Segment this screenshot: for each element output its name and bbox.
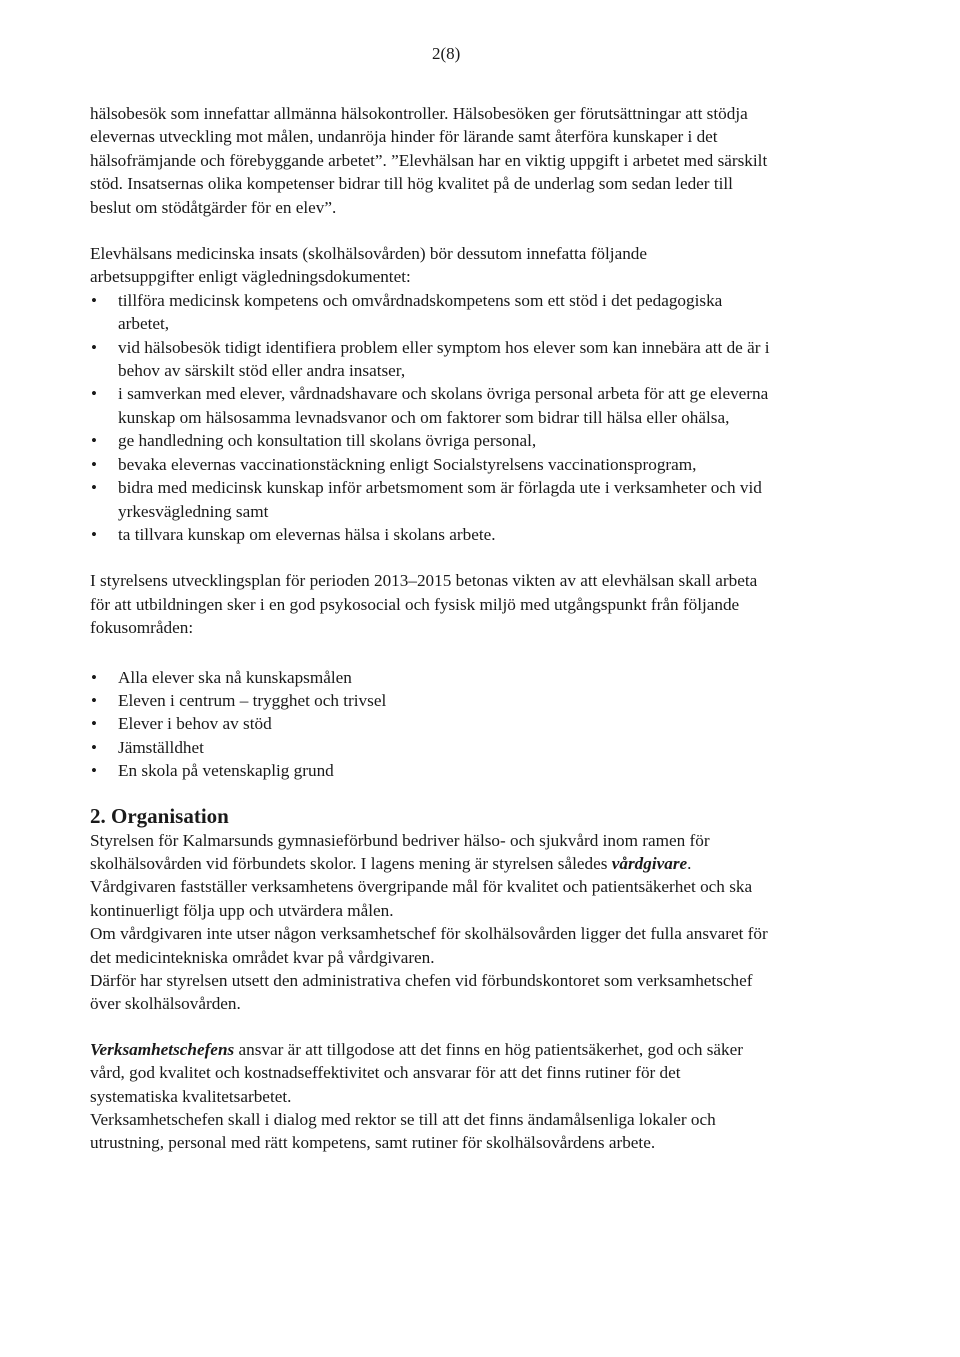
- intro-paragraph: hälsobesök som innefattar allmänna hälsokontroller. Hälsobesöken ger förutsättningar att stödja elevernas utveckling mot målen, undanröja hinder för lärande samt återföra kunskaper i det hälsofrämjande och förebyggande arbetet”. ”Elevhälsan har en viktig uppgift i arbetet med särskilt stöd. Insatsernas olika kompetenser bidrar till hög kvalitet på de underlag som sedan leder till beslut om stödåtgärder för en elev”.: [90, 104, 768, 217]
- list-item: • Elever i behov av stöd: [90, 712, 770, 735]
- list-item: • vid hälsobesök tidigt identifiera problem eller symptom hos elever som kan innebära att de är i behov av särskilt stöd eller andra insatser,: [90, 336, 770, 383]
- organisation-text: Styrelsen för Kalmarsunds gymnasieförbund bedriver hälso- och sjukvård inom ramen för skolhälsovården vid förbundets skolor. I lagens mening är styrelsen således: [90, 830, 710, 873]
- organisation-paragraph-6: Verksamhetschefen skall i dialog med rektor se till att det finns ändamålsenliga lokaler och utrustning, personal med rätt kompetens, samt rutiner för skolhälsovårdens arbete.: [90, 1110, 716, 1153]
- list-item: • tillföra medicinsk kompetens och omvårdnadskompetens som ett stöd i det pedagogiska arbetet,: [90, 289, 770, 336]
- development-plan-paragraph: I styrelsens utvecklingsplan för perioden 2013–2015 betonas vikten av att elevhälsan skall arbeta för att utbildningen sker i en god psykosocial och fysisk miljö med utgångspunkt från följande fokusområden:: [90, 571, 758, 638]
- medical-intro-line-1: Elevhälsans medicinska insats (skolhälsovården) bör dessutom innefatta följande: [90, 244, 648, 264]
- list-item: • ge handledning och konsultation till skolans övriga personal,: [90, 429, 770, 452]
- spacer: [90, 1016, 770, 1038]
- list-item: • En skola på vetenskaplig grund: [90, 759, 770, 782]
- medical-intro-line-2: arbetsuppgifter enligt vägledningsdokumentet:: [90, 267, 411, 287]
- list-item: • Alla elever ska nå kunskapsmålen: [90, 666, 770, 689]
- sentence-end: .: [687, 853, 692, 873]
- organisation-paragraph-3: Om vårdgivaren inte utser någon verksamhetschef för skolhälsovården ligger det fulla ansvaret för det medicintekniska området kvar på vårdgivaren.: [90, 924, 768, 967]
- focus-area-list: [90, 666, 770, 783]
- spacer: [90, 640, 770, 662]
- care-provider-term: vårdgivare: [611, 853, 688, 873]
- organisation-paragraph-5: [90, 1038, 770, 1108]
- organisation-paragraph-4: Därför har styrelsen utsett den administrativa chefen vid förbundskontoret som verksamhetschef över skolhälsovården.: [90, 971, 753, 1014]
- page-number: 2(8): [432, 44, 461, 63]
- list-item: • bidra med medicinsk kunskap inför arbetsmoment som är förlagda ute i verksamheter och vid yrkesvägledning samt: [90, 476, 770, 523]
- medical-task-list: [90, 289, 770, 546]
- list-item: • Eleven i centrum – trygghet och trivsel: [90, 689, 770, 712]
- list-item: • Jämställdhet: [90, 736, 770, 759]
- organisation-paragraph-2: Vårdgivaren fastställer verksamhetens övergripande mål för kvalitet och patientsäkerhet och ska kontinuerligt följa upp och utvärdera målen.: [90, 877, 753, 920]
- operations-manager-term: Verksamhetschefens: [90, 1039, 235, 1059]
- list-item: • i samverkan med elever, vårdnadshavare och skolans övriga personal arbeta för att ge eleverna kunskap om hälsosamma levnadsvanor och om faktorer som bidrar till hälsa eller ohälsa,: [90, 382, 770, 429]
- organisation-paragraph-1: [90, 829, 770, 876]
- responsibility-text: ansvar är att tillgodose att det finns en hög patientsäkerhet, god och säker vård, god kvalitet och kostnadseffektivitet och ansvarar för att det finns rutiner för det systematiska kvalitetsarbetet.: [90, 1039, 743, 1106]
- list-item: • bevaka elevernas vaccinationstäckning enligt Socialstyrelsens vaccinationsprogram,: [90, 453, 770, 476]
- page-content: [90, 102, 770, 1155]
- section-heading-organisation: 2. Organisation: [90, 803, 229, 828]
- list-item: • ta tillvara kunskap om elevernas hälsa i skolans arbete.: [90, 523, 770, 546]
